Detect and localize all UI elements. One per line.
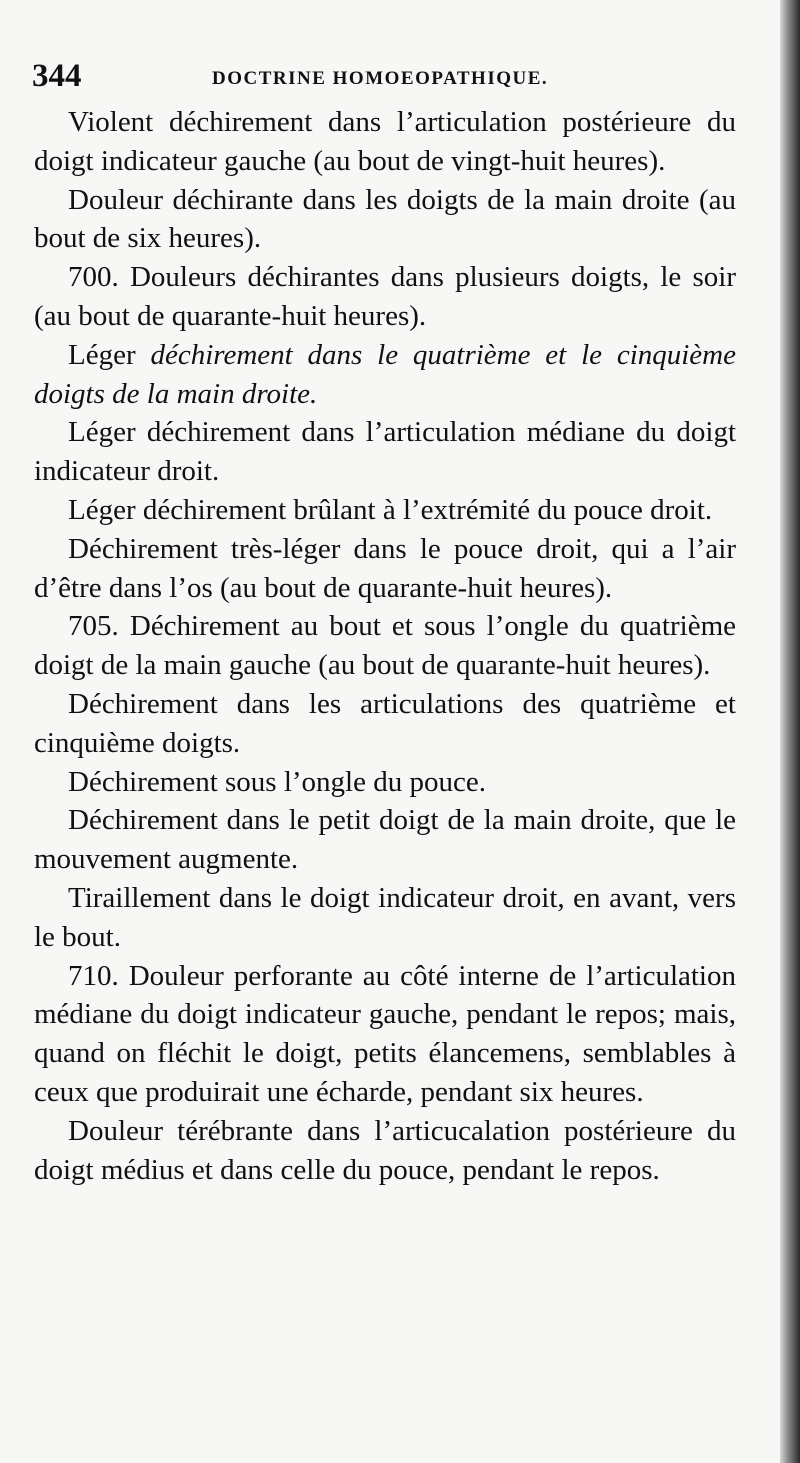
paragraph: Déchirement dans le petit doigt de la main droite, que le mouvement augmente. <box>34 804 736 876</box>
paragraph: Déchirement sous l’ongle du pouce. <box>68 765 486 798</box>
paragraph-italic-mixed <box>34 336 736 414</box>
paragraph-lead-text: Léger <box>68 338 151 371</box>
paragraph: Tiraillement dans le doigt indicateur droit, en avant, vers le bout. <box>34 881 736 953</box>
paragraph: Léger déchirement dans l’articulation médiane du doigt indicateur droit. <box>34 416 736 488</box>
paragraph: 710. Douleur perforante au côté interne de l’articulation médiane du doigt indicateur gauche, pendant le repos; mais, quand on fléchit le doigt, petits élancemens, semblables à ceux que produirait une écharde, pendant six heures. <box>34 959 736 1108</box>
paragraph: Douleur térébrante dans l’articucalation postérieure du doigt médius et dans celle du pouce, pendant le repos. <box>34 1114 736 1186</box>
paragraph: 700. Douleurs déchirantes dans plusieurs doigts, le soir (au bout de quarante-huit heures). <box>34 261 736 332</box>
book-spine-edge <box>780 0 800 1463</box>
paragraph-italic-text: déchirement dans le quatrième et le cinquième doigts de la main droite. <box>34 338 736 410</box>
page-body <box>34 103 736 1189</box>
page-header <box>32 58 732 98</box>
paragraph: Violent déchirement dans l’articulation postérieure du doigt indicateur gauche (au bout de vingt-huit heures). <box>34 106 736 177</box>
running-title: DOCTRINE HOMOEOPATHIQUE. <box>212 68 549 89</box>
paragraph: Déchirement dans les articulations des quatrième et cinquième doigts. <box>34 687 736 759</box>
paragraph: 705. Déchirement au bout et sous l’ongle du quatrième doigt de la main gauche (au bout de quarante-huit heures). <box>34 610 736 682</box>
paragraph: Léger déchirement brûlant à l’extrémité du pouce droit. <box>68 493 713 526</box>
page-number: 344 <box>32 58 82 94</box>
paragraph: Douleur déchirante dans les doigts de la main droite (au bout de six heures). <box>34 183 736 255</box>
paragraph: Déchirement très-léger dans le pouce droit, qui a l’air d’être dans l’os (au bout de quarante-huit heures). <box>34 532 736 604</box>
